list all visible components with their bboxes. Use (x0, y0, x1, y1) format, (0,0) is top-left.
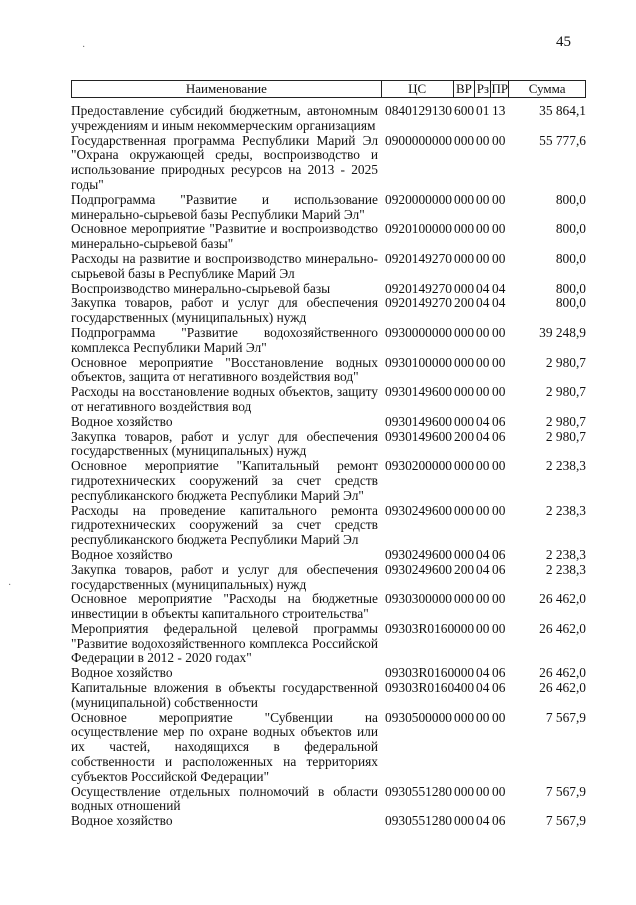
row-pr: 00 (492, 783, 506, 799)
table-row (71, 592, 586, 622)
budget-table (71, 80, 586, 829)
row-sum: 2 980,7 (545, 413, 586, 429)
row-pr: 00 (492, 591, 506, 607)
row-pr: 06 (492, 680, 506, 696)
row-name: Расходы на развитие и воспроизводство минерально-сырьевой базы в Республике Марий Эл (71, 250, 378, 281)
row-rz: 00 (476, 709, 490, 725)
row-pr: 00 (492, 354, 506, 370)
row-sum: 2 980,7 (545, 428, 586, 444)
table-row (71, 814, 586, 829)
row-cs: 0900000000 (385, 132, 452, 148)
row-sum: 55 777,6 (539, 132, 586, 148)
row-vr: 000 (454, 591, 475, 607)
row-sum: 7 567,9 (545, 783, 586, 799)
header-rz: Рз (475, 81, 491, 97)
row-sum: 2 980,7 (545, 354, 586, 370)
row-cs: 0930000000 (385, 324, 452, 340)
row-cs: 0930551280 (385, 783, 452, 799)
row-pr: 00 (492, 458, 506, 474)
row-name: Водное хозяйство (71, 413, 173, 429)
row-rz: 00 (476, 250, 490, 266)
row-name: Закупка товаров, работ и услуг для обеспечения государственных (муниципальных) нужд (71, 428, 378, 459)
row-vr: 000 (454, 709, 475, 725)
header-name: Наименование (72, 81, 382, 97)
table-row (71, 356, 586, 386)
row-sum: 800,0 (555, 280, 586, 296)
row-pr: 06 (492, 546, 506, 562)
header-sum: Сумма (528, 81, 566, 96)
row-vr: 000 (454, 191, 475, 207)
table-body (71, 98, 586, 829)
row-vr: 400 (454, 680, 475, 696)
row-rz: 00 (476, 783, 490, 799)
row-cs: 0930300000 (385, 591, 452, 607)
table-header (71, 80, 586, 98)
row-cs: 0930249600 (385, 502, 452, 518)
row-cs: 09303R0160 (385, 620, 455, 636)
row-rz: 04 (476, 813, 490, 829)
row-vr: 000 (454, 413, 475, 429)
row-cs: 0920149270 (385, 250, 452, 266)
row-name: Водное хозяйство (71, 813, 173, 829)
row-pr: 13 (492, 103, 506, 118)
row-pr: 00 (492, 132, 506, 148)
row-vr: 000 (454, 250, 475, 266)
row-rz: 01 (476, 103, 490, 118)
row-vr: 200 (454, 561, 475, 577)
row-vr: 200 (454, 428, 475, 444)
page-number: 45 (556, 34, 571, 50)
row-rz: 04 (476, 680, 490, 696)
scan-dot: · (8, 580, 12, 591)
row-name: Водное хозяйство (71, 665, 173, 681)
row-sum: 2 238,3 (545, 561, 586, 577)
row-name: Воспроизводство минерально-сырьевой базы (71, 280, 331, 296)
row-pr: 00 (492, 250, 506, 266)
row-cs: 0840129130 (385, 103, 452, 118)
row-cs: 0930100000 (385, 354, 452, 370)
row-sum: 2 980,7 (545, 384, 586, 400)
row-cs: 0930551280 (385, 813, 452, 829)
row-cs: 0930149600 (385, 428, 452, 444)
row-pr: 00 (492, 709, 506, 725)
table-row (71, 666, 586, 681)
row-pr: 06 (492, 428, 506, 444)
row-cs: 0920149270 (385, 295, 452, 311)
row-rz: 00 (476, 354, 490, 370)
table-row (71, 415, 586, 430)
row-name: Капитальные вложения в объекты государственной (муниципальной) собственности (71, 680, 378, 710)
row-cs: 0930149600 (385, 384, 452, 400)
row-rz: 00 (476, 458, 490, 474)
row-cs: 0930200000 (385, 458, 452, 474)
row-pr: 06 (492, 561, 506, 577)
table-row (71, 785, 586, 815)
row-name: Основное мероприятие "Расходы на бюджетные инвестиции в объекты капитального строительства" (71, 591, 378, 622)
header-pr: ПР (491, 81, 509, 96)
table-row (71, 252, 586, 282)
row-pr: 00 (492, 221, 506, 237)
row-cs: 0920149270 (385, 280, 452, 296)
row-pr: 04 (492, 295, 506, 311)
row-rz: 00 (476, 191, 490, 207)
row-name: Расходы на восстановление водных объектов, защиту от негативного воздействия вод (71, 384, 378, 414)
table-row (71, 222, 586, 252)
row-name: Осуществление отдельных полномочий в области водных отношений (71, 783, 378, 814)
row-sum: 26 462,0 (539, 680, 586, 696)
row-vr: 000 (454, 354, 475, 370)
row-vr: 000 (454, 665, 475, 681)
table-row (71, 622, 586, 666)
table-row (71, 711, 586, 785)
row-cs: 0930249600 (385, 561, 452, 577)
row-sum: 800,0 (555, 221, 586, 237)
row-name: Подпрограмма "Развитие и использование минерально-сырьевой базы Республики Марий Эл" (71, 191, 378, 222)
row-rz: 04 (476, 295, 490, 311)
header-cs: ЦС (382, 81, 454, 97)
row-vr: 000 (454, 458, 475, 474)
row-cs: 09303R0160 (385, 680, 455, 696)
row-name: Основное мероприятие "Субвенции на осуществление мер по охране водных объектов или их частей, находящихся в федеральной собственности и расположенных на территориях субъектов Российской Федерации" (71, 709, 378, 784)
row-cs: 0930149600 (385, 413, 452, 429)
table-row (71, 548, 586, 563)
row-rz: 00 (476, 591, 490, 607)
row-vr: 600 (454, 103, 475, 118)
row-name: Мероприятия федеральной целевой программы "Развитие водохозяйственного комплекса Российской Федерации в 2012 - 2020 годах" (71, 620, 378, 666)
row-sum: 800,0 (555, 250, 586, 266)
table-row (71, 681, 586, 711)
row-name: Основное мероприятие "Восстановление водных объектов, защита от негативного воздействия вод" (71, 354, 378, 385)
row-vr: 000 (454, 502, 475, 518)
table-row (71, 296, 586, 326)
row-rz: 04 (476, 561, 490, 577)
row-sum: 2 238,3 (545, 502, 586, 518)
row-pr: 00 (492, 384, 506, 400)
row-name: Подпрограмма "Развитие водохозяйственного комплекса Республики Марий Эл" (71, 324, 378, 355)
row-vr: 000 (454, 280, 475, 296)
row-cs: 0930249600 (385, 546, 452, 562)
table-row (71, 504, 586, 548)
row-cs: 09303R0160 (385, 665, 455, 681)
row-name: Расходы на проведение капитального ремонта гидротехнических сооружений за счет средств республиканского бюджета Республики Марий Эл (71, 502, 378, 548)
row-pr: 06 (492, 665, 506, 681)
row-rz: 00 (476, 384, 490, 400)
row-rz: 04 (476, 428, 490, 444)
row-cs: 0920000000 (385, 191, 452, 207)
table-row (71, 134, 586, 193)
scan-dot: · (82, 42, 86, 53)
table-row (71, 326, 586, 356)
row-pr: 00 (492, 620, 506, 636)
row-vr: 000 (454, 324, 475, 340)
table-row (71, 459, 586, 503)
row-name: Водное хозяйство (71, 546, 173, 562)
row-vr: 000 (454, 813, 475, 829)
row-name: Закупка товаров, работ и услуг для обеспечения государственных (муниципальных) нужд (71, 295, 378, 326)
row-sum: 39 248,9 (539, 324, 586, 340)
row-rz: 00 (476, 502, 490, 518)
row-name: Государственная программа Республики Марий Эл "Охрана окружающей среды, воспроизводство и использование природных ресурсов на 2013 - 2025 годы" (71, 132, 378, 192)
row-cs: 0930500000 (385, 709, 452, 725)
row-pr: 06 (492, 813, 506, 829)
row-sum: 35 864,1 (539, 103, 586, 118)
row-rz: 04 (476, 280, 490, 296)
row-cs: 0920100000 (385, 221, 452, 237)
table-row (71, 385, 586, 415)
row-sum: 2 238,3 (545, 458, 586, 474)
table-row (71, 104, 586, 134)
row-pr: 00 (492, 502, 506, 518)
row-vr: 000 (454, 132, 475, 148)
row-rz: 04 (476, 665, 490, 681)
table-row (71, 563, 586, 593)
row-sum: 7 567,9 (545, 709, 586, 725)
row-rz: 00 (476, 221, 490, 237)
row-rz: 04 (476, 413, 490, 429)
row-vr: 000 (454, 783, 475, 799)
table-row (71, 193, 586, 223)
row-vr: 000 (454, 384, 475, 400)
row-vr: 000 (454, 221, 475, 237)
row-pr: 00 (492, 324, 506, 340)
row-rz: 04 (476, 546, 490, 562)
row-sum: 26 462,0 (539, 665, 586, 681)
row-sum: 2 238,3 (545, 546, 586, 562)
row-pr: 06 (492, 413, 506, 429)
row-rz: 00 (476, 324, 490, 340)
row-name: Закупка товаров, работ и услуг для обеспечения государственных (муниципальных) нужд (71, 561, 378, 592)
row-vr: 000 (454, 546, 475, 562)
row-pr: 00 (492, 191, 506, 207)
table-row (71, 430, 586, 460)
row-vr: 200 (454, 295, 475, 311)
row-sum: 800,0 (555, 191, 586, 207)
row-sum: 26 462,0 (539, 591, 586, 607)
row-rz: 00 (476, 132, 490, 148)
row-sum: 800,0 (555, 295, 586, 311)
row-name: Предоставление субсидий бюджетным, автономным учреждениям и иным некоммерческим организациям (71, 103, 378, 133)
header-vr: ВР (454, 81, 476, 97)
row-name: Основное мероприятие "Капитальный ремонт гидротехнических сооружений за счет средств республиканского бюджета Республики Марий Эл" (71, 458, 378, 503)
table-row (71, 282, 586, 297)
row-name: Основное мероприятие "Развитие и воспроизводство минерально-сырьевой базы" (71, 221, 378, 252)
row-sum: 26 462,0 (539, 620, 586, 636)
row-vr: 000 (454, 620, 475, 636)
row-pr: 04 (492, 280, 506, 296)
row-sum: 7 567,9 (545, 813, 586, 829)
row-rz: 00 (476, 620, 490, 636)
